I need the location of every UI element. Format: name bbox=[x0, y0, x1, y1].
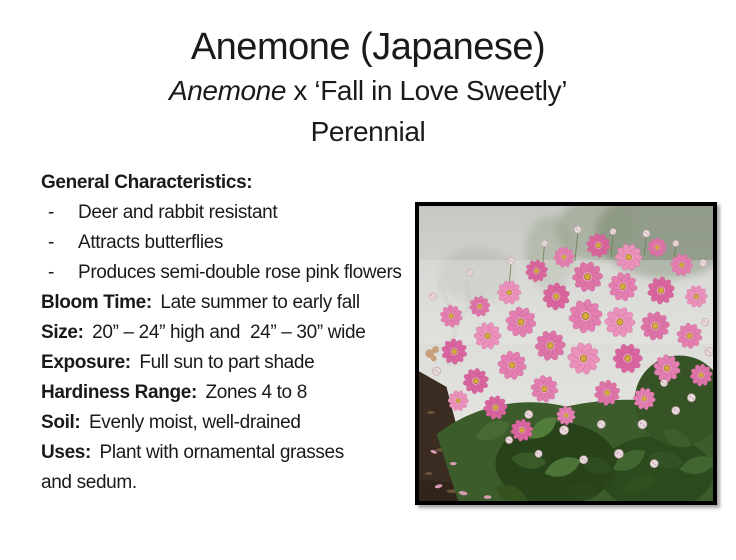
field-value: Full sun to part shade bbox=[139, 352, 315, 373]
plant-photo-illustration bbox=[419, 206, 713, 501]
uses-continuation: and sedum. bbox=[41, 472, 137, 493]
bullet-marker: - bbox=[48, 232, 54, 253]
field-row-exposure bbox=[41, 348, 419, 378]
field-row-hardiness bbox=[41, 378, 419, 408]
bullet-marker: - bbox=[48, 262, 54, 283]
slide-subtitle bbox=[0, 70, 736, 111]
bullet-item bbox=[41, 258, 419, 288]
field-row-soil bbox=[41, 408, 419, 438]
field-value: Evenly moist, well-drained bbox=[88, 412, 301, 433]
field-label: Size: bbox=[41, 322, 84, 343]
field-value: Plant with ornamental grasses bbox=[99, 442, 344, 463]
slide-title: Anemone (Japanese) bbox=[190, 26, 546, 68]
title-block bbox=[0, 24, 736, 152]
bullet-text: Produces semi-double rose pink flowers bbox=[78, 262, 402, 283]
field-label: Hardiness Range: bbox=[41, 382, 197, 403]
field-label: Bloom Time: bbox=[41, 292, 152, 313]
field-value: Zones 4 to 8 bbox=[205, 382, 307, 403]
characteristics-text bbox=[41, 168, 419, 498]
botanical-name: Anemone bbox=[168, 75, 287, 106]
bullet-marker: - bbox=[48, 202, 54, 223]
cultivar-name: x ‘Fall in Love Sweetly’ bbox=[286, 75, 568, 106]
bullet-item bbox=[41, 228, 419, 258]
field-row-uses bbox=[41, 438, 419, 468]
field-label: Exposure: bbox=[41, 352, 131, 373]
field-label: Soil: bbox=[41, 412, 81, 433]
bullet-text: Attracts butterflies bbox=[78, 232, 224, 253]
field-row-bloom-time bbox=[41, 288, 419, 318]
bullet-item bbox=[41, 198, 419, 228]
field-label: Uses: bbox=[41, 442, 91, 463]
field-value: 20” – 24” high and 24” – 30” wide bbox=[92, 322, 366, 343]
bullet-text: Deer and rabbit resistant bbox=[78, 202, 278, 223]
field-row-size bbox=[41, 318, 419, 348]
plant-type: Perennial bbox=[310, 116, 426, 147]
section-heading: General Characteristics: bbox=[41, 172, 253, 193]
plant-photo bbox=[415, 202, 717, 505]
field-value: Late summer to early fall bbox=[160, 292, 360, 313]
